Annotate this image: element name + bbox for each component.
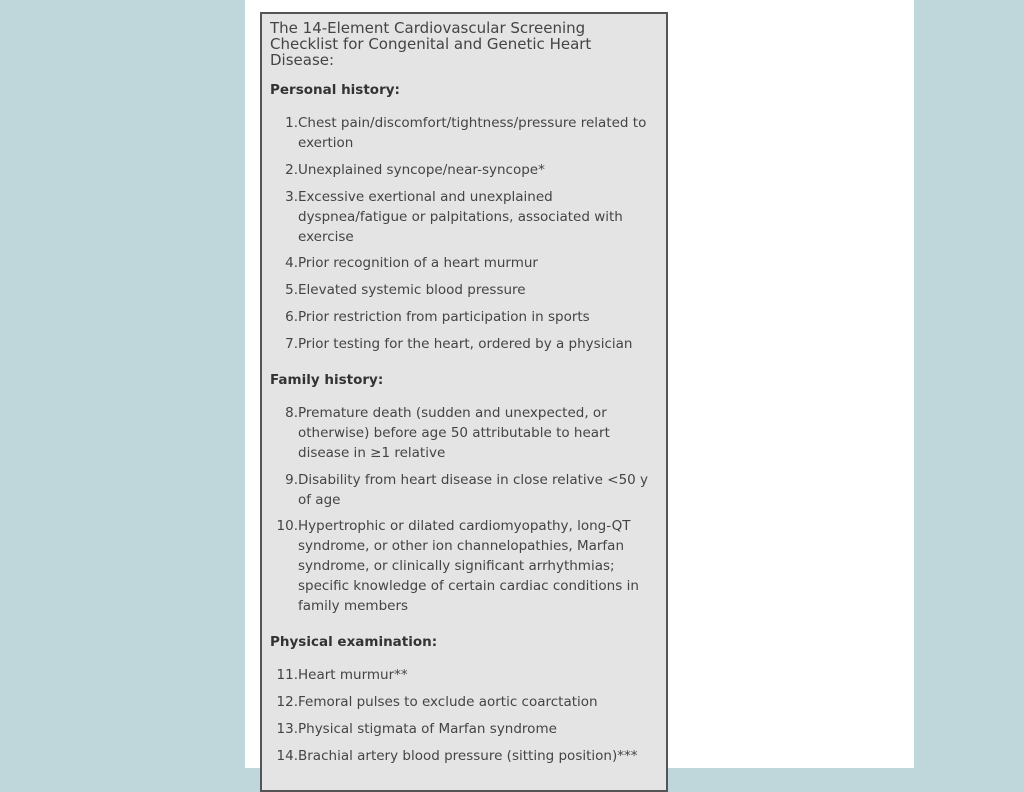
item-text: Brachial artery blood pressure (sitting position)*** [298,747,638,764]
item-text: Chest pain/discomfort/tightness/pressure related to exertion [298,115,647,151]
item-number: 12. [276,694,298,711]
item-number: 8. [285,404,298,421]
item-text: Prior testing for the heart, ordered by a physician [298,335,633,352]
list-item [270,692,658,712]
item-text: Prior recognition of a heart murmur [298,255,538,272]
list-item [270,516,658,616]
item-text: Elevated systemic blood pressure [298,282,526,299]
item-number: 3. [285,188,298,205]
item-text: Excessive exertional and unexplained dyspnea/fatigue or palpitations, associated with exercise [298,188,623,245]
item-number: 14. [276,747,298,764]
checklist-box [260,12,668,792]
list-item [270,719,658,739]
list-item [270,160,658,180]
list-item [270,253,658,273]
item-text: Heart murmur** [298,667,408,684]
section-physical-examination [270,634,658,765]
checklist-items [270,403,658,617]
item-number: 11. [276,667,298,684]
item-text: Prior restriction from participation in sports [298,308,590,325]
list-item [270,113,658,153]
item-number: 7. [285,335,298,352]
item-text: Hypertrophic or dilated cardiomyopathy, long-QT syndrome, or other ion channelopathies, Marfan syndrome, or clinically significant arrhythmias; specific knowledge of certain cardiac conditions in family members [298,518,639,615]
list-item [270,334,658,354]
item-number: 5. [285,282,298,299]
section-heading: Family history: [270,371,384,388]
list-item [270,746,658,766]
list-item [270,403,658,463]
list-item [270,307,658,327]
list-item [270,470,658,510]
checklist-title: The 14-Element Cardiovascular Screening Checklist for Congenital and Genetic Heart Disease: [270,19,592,69]
item-number: 9. [285,471,298,488]
item-text: Premature death (sudden and unexpected, or otherwise) before age 50 attributable to heart disease in ≥1 relative [298,404,610,461]
item-number: 6. [285,308,298,325]
item-number: 1. [285,115,298,131]
section-family-history [270,372,658,617]
item-text: Physical stigmata of Marfan syndrome [298,720,557,737]
section-heading: Personal history: [270,82,400,98]
section-personal-history [270,82,658,354]
list-item [270,187,658,247]
item-number: 2. [285,161,298,178]
item-number: 10. [276,518,298,535]
item-text: Femoral pulses to exclude aortic coarctation [298,694,598,711]
checklist-items [270,665,658,765]
list-item [270,665,658,685]
item-number: 4. [285,255,298,272]
checklist-items [270,113,658,354]
item-text: Unexplained syncope/near-syncope* [298,161,545,178]
section-heading: Physical examination: [270,634,438,651]
item-text: Disability from heart disease in close relative <50 y of age [298,471,649,508]
list-item [270,280,658,300]
page-content [245,0,914,768]
item-number: 13. [276,720,298,737]
